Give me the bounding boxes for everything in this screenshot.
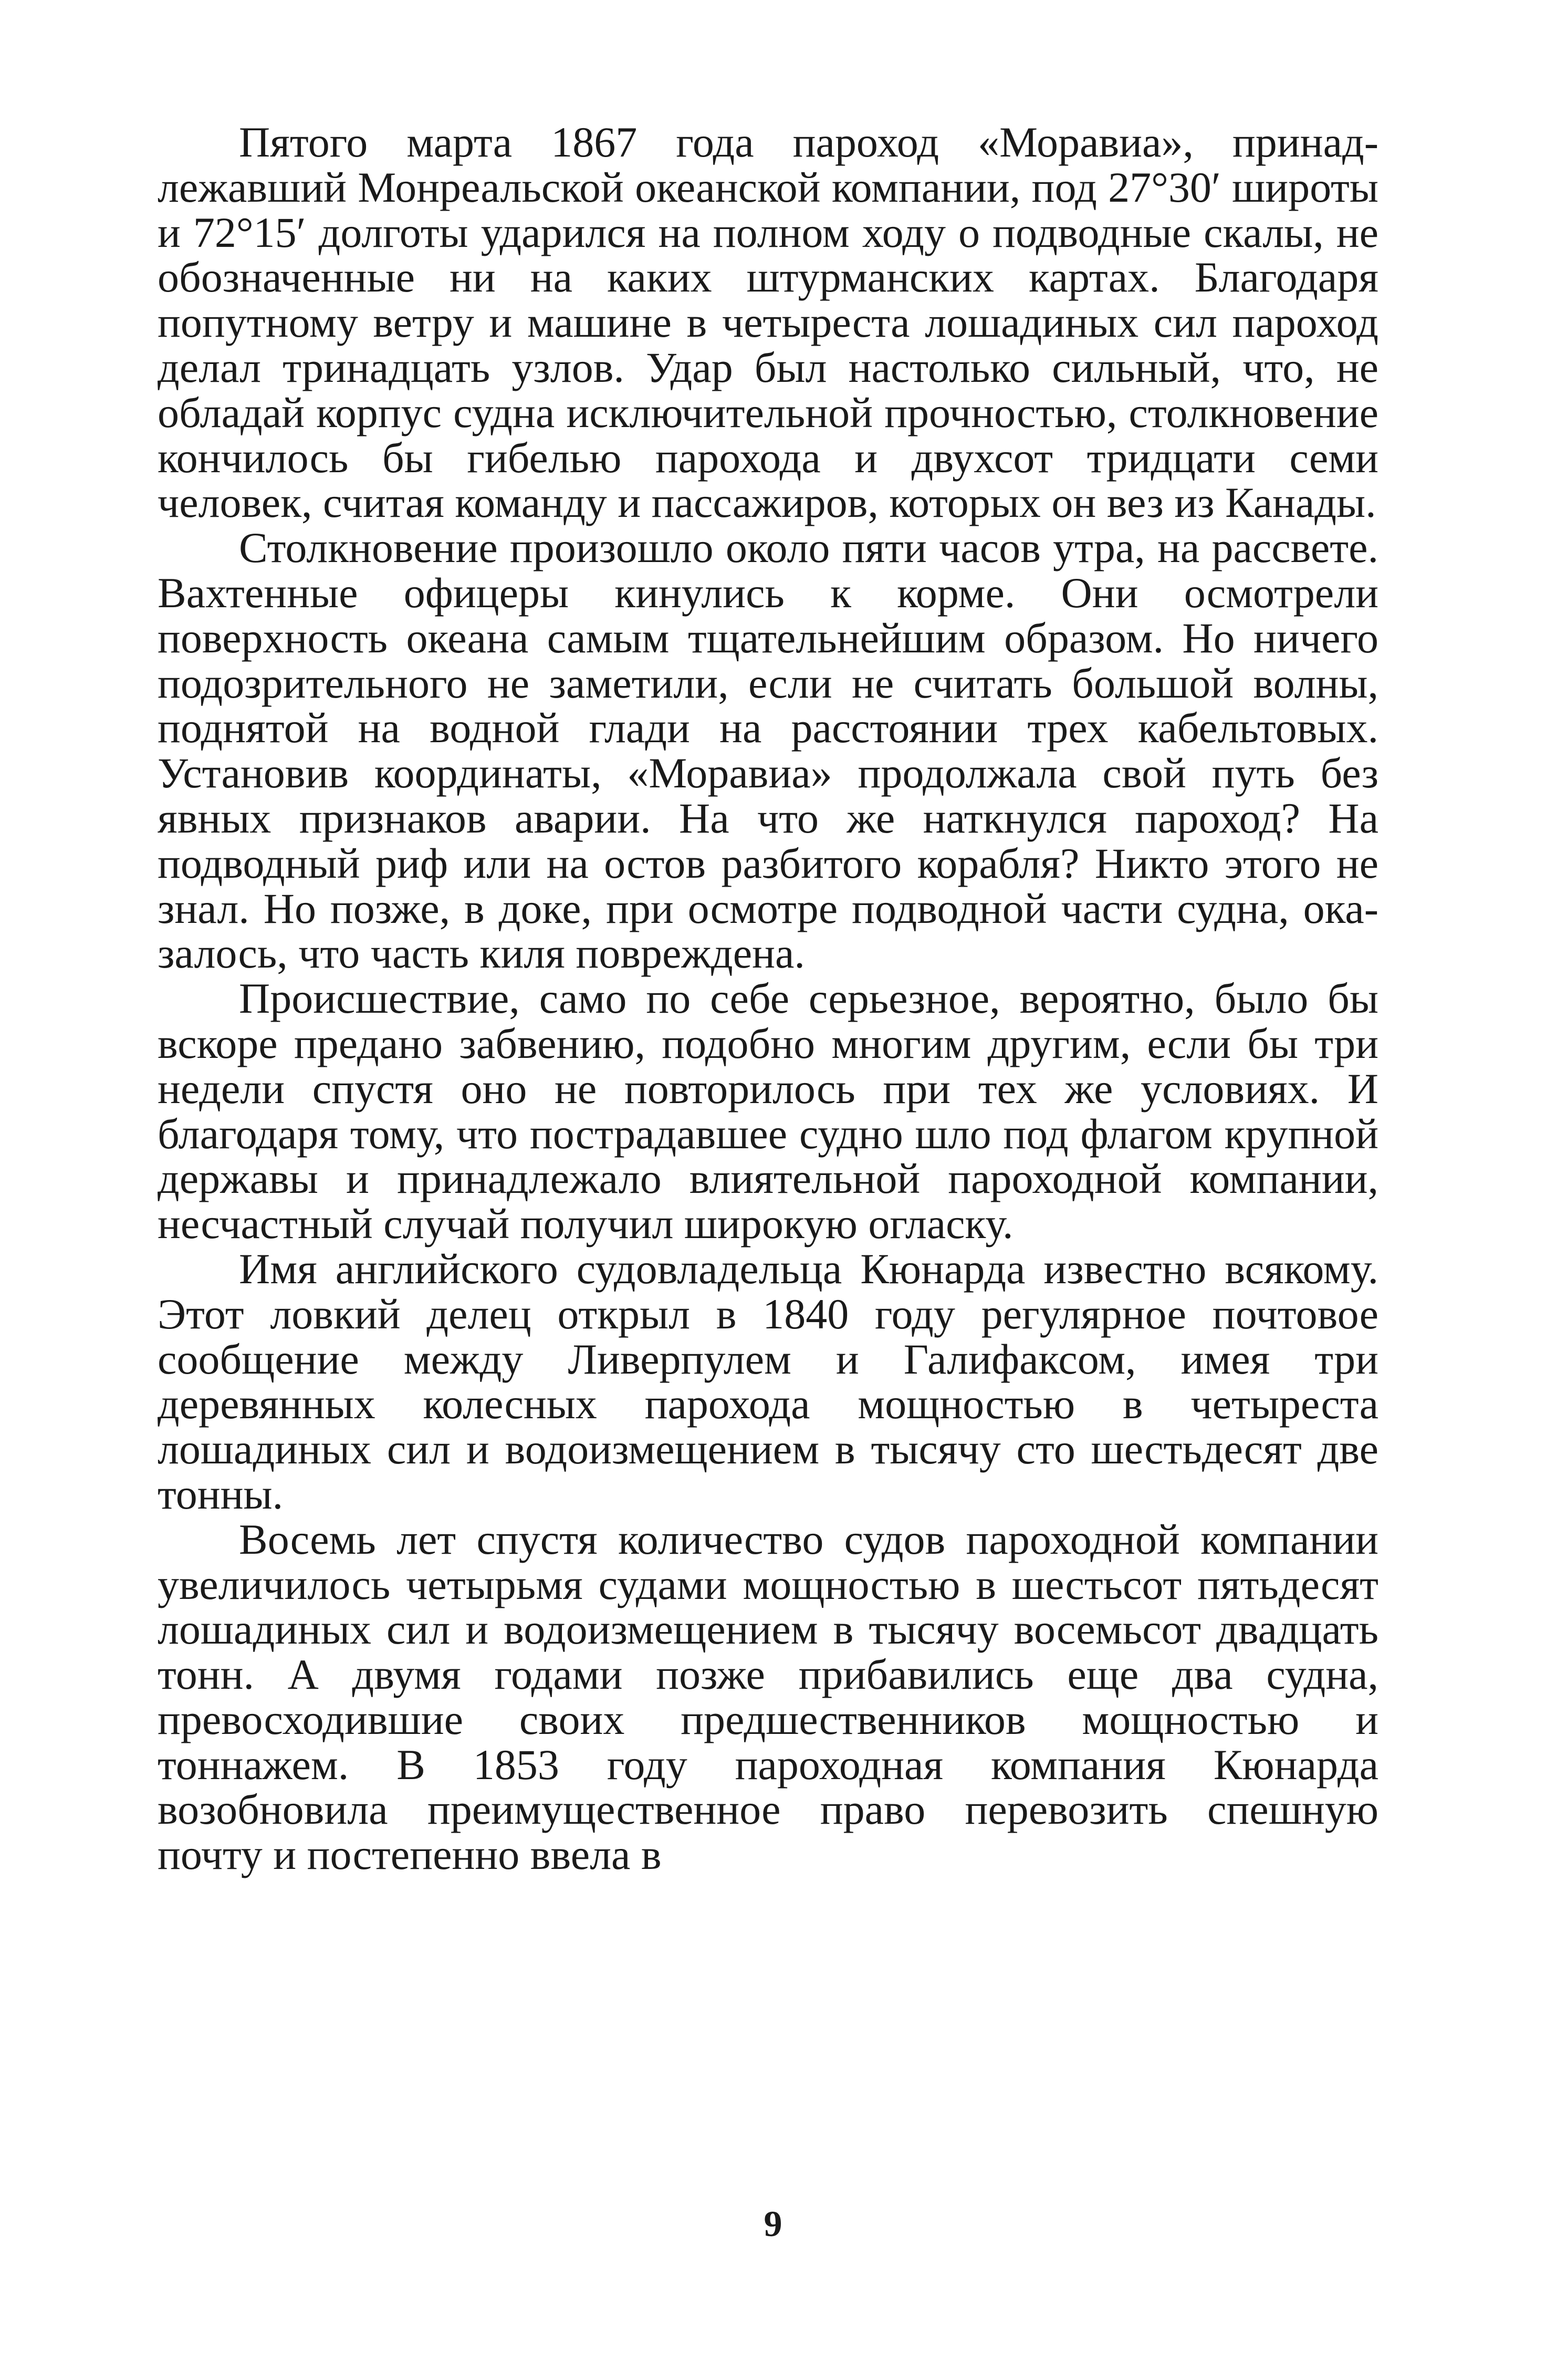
- page-number: 9: [764, 2204, 782, 2244]
- paragraph-2: Столкновение произошло около пяти часов утра, на рассвете. Вахтенные офицеры кинулись к корме. Они осмотрели поверхность океана самым тщательнейшим образом. Но ничего подозрительного не заметили, если не считать большой волны, поднятой на водной глади на расстоянии трех кабельтовых. Установив координаты, «Моравиа» продолжала свой путь без явных признаков аварии. На что же наткнулся пароход? На подводный риф или на остов разбитого корабля? Никто этого не знал. Но позже, в доке, при осмотре подводной части судна, оказалось, что часть киля повреждена.: [158, 524, 1378, 978]
- body-text: [158, 120, 1378, 1877]
- paragraph-4: Имя английского судовладельца Кюнарда известно всякому. Этот ловкий делец открыл в 1840 году регулярное почтовое сообщение между Ливерпулем и Галифаксом, имея три деревянных колесных парохода мощностью в четыреста лошадиных сил и водоизмещением в тысячу сто шестьдесят две тонны.: [158, 1244, 1378, 1518]
- paragraph-3: Происшествие, само по себе серьезное, вероятно, было бы вскоре предано забвению, подобно многим другим, если бы три недели спустя оно не повторилось при тех же условиях. И благодаря тому, что пострадавшее судно шло под флагом крупной державы и принадлежало влиятельной пароходной компании, несчастный случай получил широкую огласку.: [158, 974, 1378, 1248]
- paragraph-5: Восемь лет спустя количество судов пароходной компании увеличилось четырьмя судами мощностью в шестьсот пятьдесят лошадиных сил и водоизмещением в тысячу восемьсот двадцать тонн. А двумя годами позже прибавились еще два судна, превосходившие своих предшественников мощностью и тоннажем. В 1853 году пароходная компания Кюнарда возобновила преимущественное право перевозить спешную почту и постепенно ввела в: [158, 1515, 1378, 1879]
- paragraph-1: Пятого марта 1867 года пароход «Моравиа», принадлежавший Монреальской океанской компании, под 27°30′ широты и 72°15′ долготы ударился на полном ходу о подводные скалы, не обозначенные ни на каких штурманских картах. Благодаря попутному ветру и машине в четыреста лошадиных сил пароход делал тринадцать узлов. Удар был настолько сильный, что, не обладай корпус судна исключительной прочностью, столкновение кончилось бы гибелью парохода и двухсот тридцати семи человек, считая команду и пассажиров, которых он вез из Канады.: [158, 118, 1378, 527]
